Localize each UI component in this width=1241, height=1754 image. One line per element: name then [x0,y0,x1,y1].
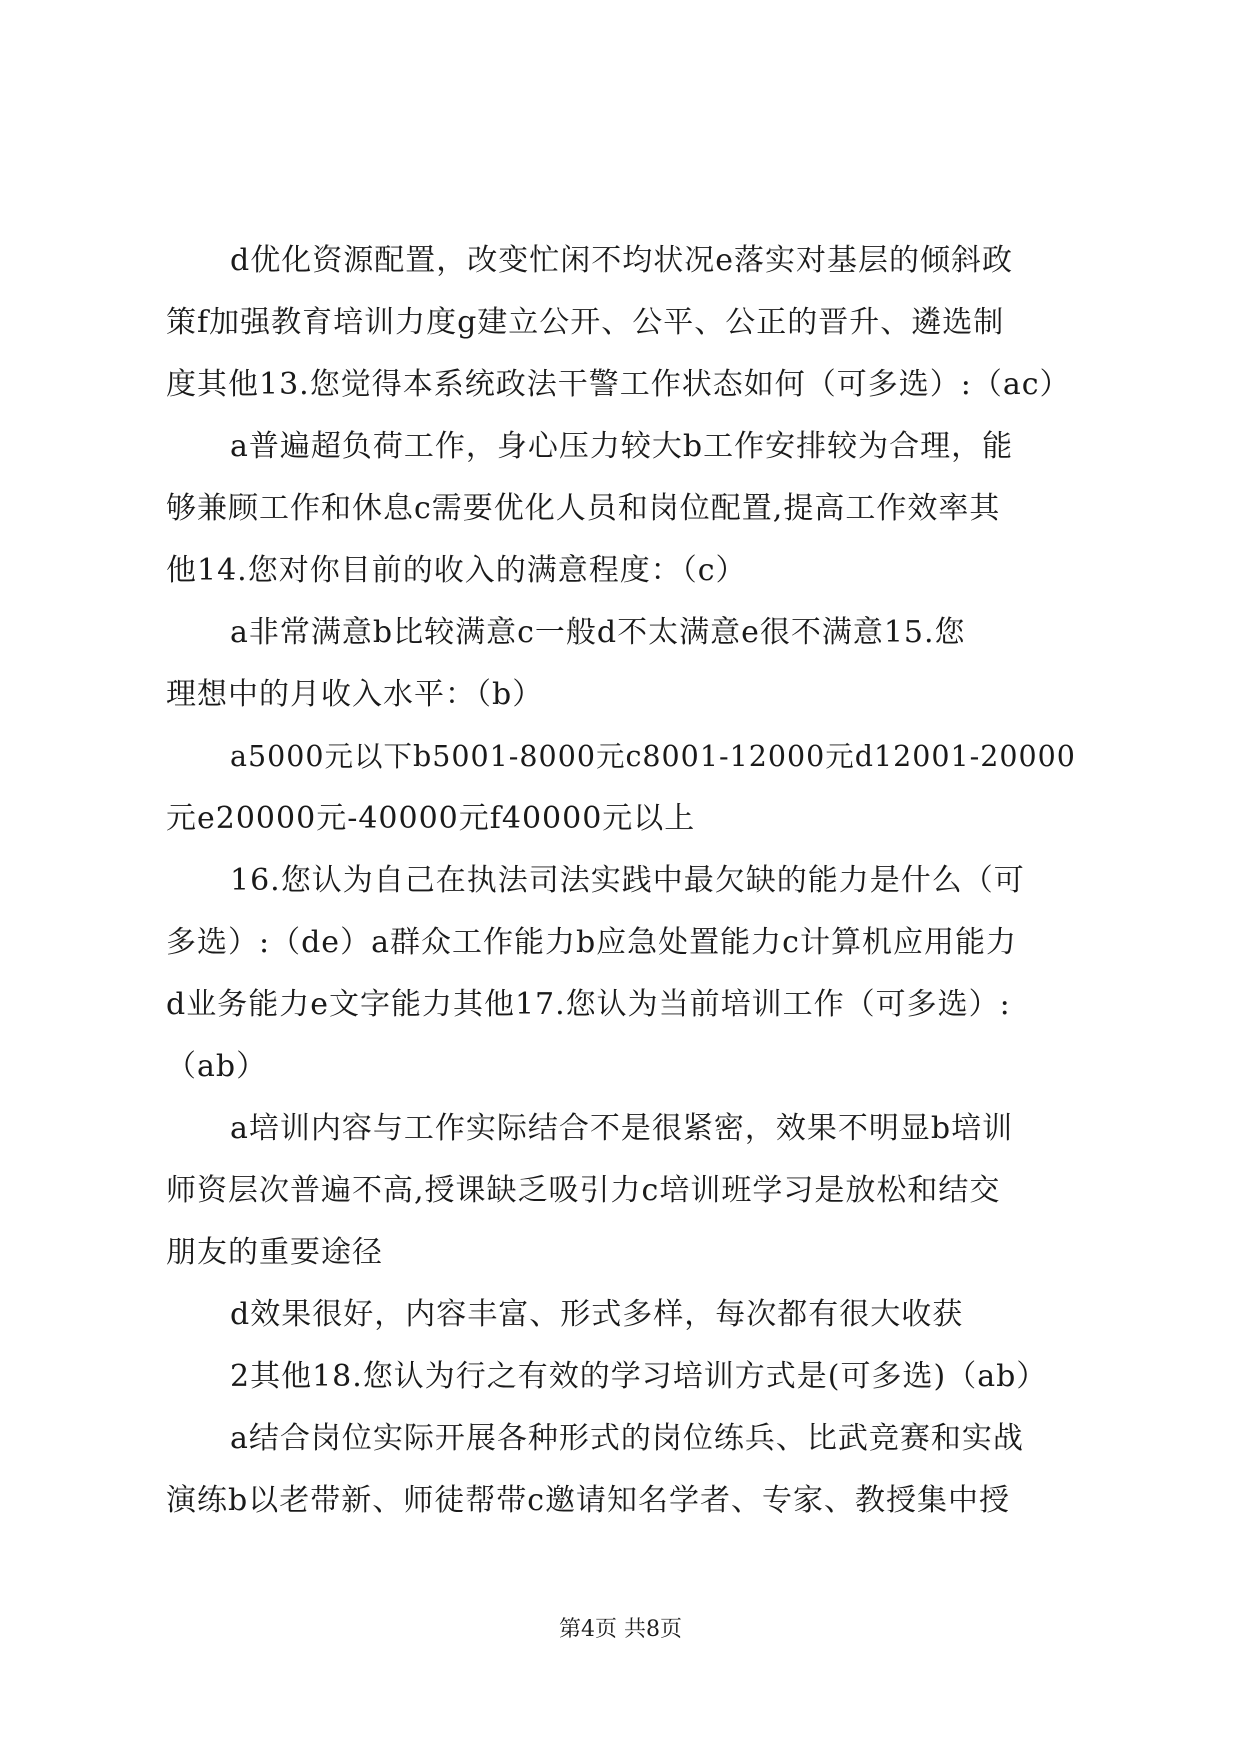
text-line: 理想中的月收入水平：（b） [166,677,544,712]
text-line: 朋友的重要途径 [166,1235,383,1270]
text-line: a非常满意b比较满意c一般d不太满意e很不满意15.您 [230,615,966,650]
text-line: a培训内容与工作实际结合不是很紧密，效果不明显b培训 [230,1111,1014,1146]
text-line: 师资层次普遍不高,授课缺乏吸引力c培训班学习是放松和结交 [166,1173,1001,1208]
text-line: 度其他13.您觉得本系统政法干警工作状态如何（可多选）:（ac） [166,367,1071,402]
text-line: 策f加强教育培训力度g建立公开、公平、公正的晋升、遴选制 [166,305,1005,340]
text-line: 16.您认为自己在执法司法实践中最欠缺的能力是什么（可 [230,863,1025,898]
page-number-footer: 第4页 共8页 [559,1617,682,1642]
body-text [166,230,1078,1532]
text-line: d业务能力e文字能力其他17.您认为当前培训工作（可多选）: [166,987,1011,1022]
text-line: 多选）:（de）a群众工作能力b应急处置能力c计算机应用能力 [166,925,1017,960]
text-line: d效果很好，内容丰富、形式多样，每次都有很大收获 [230,1297,964,1332]
text-line: 够兼顾工作和休息c需要优化人员和岗位配置,提高工作效率其 [166,491,1001,526]
text-line: d优化资源配置，改变忙闲不均状况e落实对基层的倾斜政 [230,243,1013,278]
text-line: 他14.您对你目前的收入的满意程度：（c） [166,553,747,588]
text-line: 演练b以老带新、师徒帮带c邀请知名学者、专家、教授集中授 [166,1483,1011,1518]
text-line: 元e20000元-40000元f40000元以上 [166,801,696,836]
text-line: （ab） [166,1049,268,1084]
text-line: a普遍超负荷工作，身心压力较大b工作安排较为合理，能 [230,429,1014,464]
text-line: a结合岗位实际开展各种形式的岗位练兵、比武竞赛和实战 [230,1421,1024,1456]
text-line: a5000元以下b5001-8000元c8001-12000元d12001-20000 [230,740,1076,773]
text-line: 2其他18.您认为行之有效的学习培训方式是(可多选)（ab） [230,1359,1048,1394]
